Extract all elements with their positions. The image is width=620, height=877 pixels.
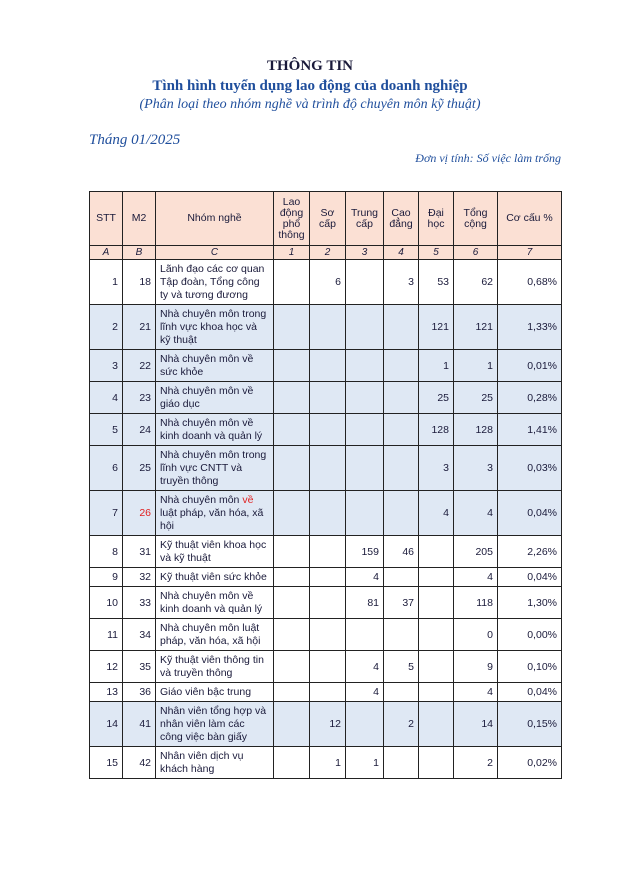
row-trung-cap	[346, 702, 384, 747]
row-cao-dang: 5	[384, 651, 419, 683]
row-trung-cap	[346, 305, 384, 350]
occupation-text: Lãnh đạo các cơ quan Tập đoàn, Tổng công ty và tương đương	[160, 262, 265, 301]
row-tong-cong: 205	[454, 536, 498, 568]
row-occupation	[156, 414, 274, 446]
row-co-cau: 0,15%	[498, 702, 562, 747]
row-cao-dang	[384, 305, 419, 350]
row-tong-cong: 4	[454, 568, 498, 587]
col-header-stt: STT	[90, 192, 123, 246]
row-tong-cong: 4	[454, 683, 498, 702]
letter-cell: B	[123, 246, 156, 260]
occupation-text: Nhà chuyên môn trong lĩnh vực khoa học và kỹ thuật	[160, 307, 267, 346]
recruitment-table	[89, 191, 562, 779]
row-so-cap	[310, 568, 346, 587]
row-trung-cap	[346, 446, 384, 491]
row-so-cap	[310, 683, 346, 702]
col-header-co-cau: Cơ cấu %	[498, 192, 562, 246]
row-lao-dong-pho-thong	[274, 305, 310, 350]
row-m2: 36	[123, 683, 156, 702]
row-occupation	[156, 446, 274, 491]
col-header-m2: M2	[123, 192, 156, 246]
row-stt: 6	[90, 446, 123, 491]
occupation-text: Kỹ thuật viên khoa học và kỹ thuật	[160, 538, 267, 564]
row-m2: 24	[123, 414, 156, 446]
row-occupation	[156, 683, 274, 702]
col-header-cao-dang: Cao đẳng	[384, 192, 419, 246]
row-stt: 8	[90, 536, 123, 568]
col-header-so-cap: Sơ cấp	[310, 192, 346, 246]
row-m2: 41	[123, 702, 156, 747]
letter-cell: 1	[274, 246, 310, 260]
occupation-text: Nhân viên tổng hợp và nhân viên làm các công việc bàn giấy	[160, 704, 267, 743]
row-lao-dong-pho-thong	[274, 350, 310, 382]
row-dai-hoc: 4	[419, 491, 454, 536]
row-trung-cap	[346, 260, 384, 305]
row-occupation	[156, 536, 274, 568]
unit-note: Đơn vị tính: Số việc làm trống	[415, 151, 561, 165]
row-tong-cong: 25	[454, 382, 498, 414]
row-m2: 31	[123, 536, 156, 568]
row-cao-dang: 3	[384, 260, 419, 305]
row-lao-dong-pho-thong	[274, 414, 310, 446]
occupation-text: Nhà chuyên môn luật pháp, văn hóa, xã hội	[160, 621, 261, 647]
row-stt: 12	[90, 651, 123, 683]
row-trung-cap: 4	[346, 568, 384, 587]
row-trung-cap	[346, 491, 384, 536]
row-dai-hoc	[419, 747, 454, 779]
table-row	[90, 747, 562, 779]
table-row	[90, 350, 562, 382]
row-so-cap	[310, 651, 346, 683]
row-trung-cap	[346, 414, 384, 446]
col-header-lao-dong-pho-thong: Lao động phổ thông	[274, 192, 310, 246]
row-lao-dong-pho-thong	[274, 491, 310, 536]
occupation-text: Giáo viên bậc trung	[160, 685, 252, 698]
row-lao-dong-pho-thong	[274, 382, 310, 414]
occupation-text: Nhà chuyên môn về giáo dục	[160, 384, 254, 410]
row-tong-cong: 14	[454, 702, 498, 747]
document-subtitle-note: (Phân loại theo nhóm nghề và trình độ chuyên môn kỹ thuật)	[139, 97, 481, 112]
row-occupation	[156, 491, 274, 536]
table-row	[90, 491, 562, 536]
row-co-cau: 0,10%	[498, 651, 562, 683]
row-lao-dong-pho-thong	[274, 651, 310, 683]
row-stt: 11	[90, 619, 123, 651]
row-m2: 21	[123, 305, 156, 350]
row-co-cau: 0,03%	[498, 446, 562, 491]
row-cao-dang	[384, 350, 419, 382]
table-row	[90, 446, 562, 491]
row-cao-dang	[384, 382, 419, 414]
row-stt: 10	[90, 587, 123, 619]
row-dai-hoc	[419, 683, 454, 702]
row-so-cap	[310, 536, 346, 568]
occupation-text: Nhà chuyên môn về kinh doanh và quản lý	[160, 589, 263, 615]
row-cao-dang	[384, 619, 419, 651]
row-trung-cap	[346, 382, 384, 414]
row-co-cau: 1,30%	[498, 587, 562, 619]
row-stt: 3	[90, 350, 123, 382]
row-so-cap	[310, 587, 346, 619]
row-dai-hoc	[419, 568, 454, 587]
row-cao-dang: 2	[384, 702, 419, 747]
row-co-cau: 0,02%	[498, 747, 562, 779]
row-so-cap	[310, 446, 346, 491]
letter-cell: 7	[498, 246, 562, 260]
row-dai-hoc: 53	[419, 260, 454, 305]
table-row	[90, 414, 562, 446]
occupation-text: Nhà chuyên môn	[160, 493, 243, 506]
table-row	[90, 568, 562, 587]
row-so-cap	[310, 350, 346, 382]
row-so-cap	[310, 491, 346, 536]
occupation-text: luật pháp, văn hóa, xã hội	[160, 506, 264, 532]
occupation-text: Kỹ thuật viên thông tin và truyền thông	[160, 653, 264, 679]
row-dai-hoc	[419, 619, 454, 651]
row-co-cau: 0,28%	[498, 382, 562, 414]
row-so-cap	[310, 414, 346, 446]
row-so-cap	[310, 305, 346, 350]
table-row	[90, 382, 562, 414]
row-so-cap	[310, 619, 346, 651]
row-lao-dong-pho-thong	[274, 587, 310, 619]
row-so-cap	[310, 382, 346, 414]
row-co-cau: 1,33%	[498, 305, 562, 350]
row-tong-cong: 1	[454, 350, 498, 382]
table-row	[90, 536, 562, 568]
row-tong-cong: 2	[454, 747, 498, 779]
table-row	[90, 619, 562, 651]
row-trung-cap: 4	[346, 683, 384, 702]
row-stt: 7	[90, 491, 123, 536]
document-title: THÔNG TIN	[267, 58, 353, 74]
col-header-tong-cong: Tổng cộng	[454, 192, 498, 246]
row-stt: 15	[90, 747, 123, 779]
row-occupation	[156, 587, 274, 619]
row-tong-cong: 62	[454, 260, 498, 305]
row-dai-hoc: 121	[419, 305, 454, 350]
row-cao-dang	[384, 683, 419, 702]
row-m2: 26	[123, 491, 156, 536]
row-m2: 33	[123, 587, 156, 619]
row-occupation	[156, 747, 274, 779]
occupation-text: Nhà chuyên môn trong lĩnh vực CNTT và truyền thông	[160, 448, 267, 487]
row-occupation	[156, 260, 274, 305]
row-m2: 32	[123, 568, 156, 587]
row-trung-cap	[346, 350, 384, 382]
row-lao-dong-pho-thong	[274, 683, 310, 702]
col-header-dai-hoc: Đại học	[419, 192, 454, 246]
row-co-cau: 1,41%	[498, 414, 562, 446]
row-tong-cong: 118	[454, 587, 498, 619]
row-trung-cap	[346, 619, 384, 651]
row-lao-dong-pho-thong	[274, 260, 310, 305]
letter-cell: 5	[419, 246, 454, 260]
letter-cell: 6	[454, 246, 498, 260]
row-co-cau: 0,01%	[498, 350, 562, 382]
header-row	[90, 192, 562, 246]
row-so-cap: 12	[310, 702, 346, 747]
row-m2: 42	[123, 747, 156, 779]
row-lao-dong-pho-thong	[274, 702, 310, 747]
row-dai-hoc	[419, 587, 454, 619]
col-header-trung-cap: Trung cấp	[346, 192, 384, 246]
letter-cell: A	[90, 246, 123, 260]
table-row	[90, 305, 562, 350]
row-so-cap: 1	[310, 747, 346, 779]
row-stt: 4	[90, 382, 123, 414]
table-row	[90, 702, 562, 747]
row-occupation	[156, 382, 274, 414]
row-m2: 35	[123, 651, 156, 683]
letter-cell: 3	[346, 246, 384, 260]
row-co-cau: 0,04%	[498, 491, 562, 536]
row-dai-hoc	[419, 651, 454, 683]
column-letter-row	[90, 246, 562, 260]
row-m2: 22	[123, 350, 156, 382]
row-tong-cong: 0	[454, 619, 498, 651]
table-row	[90, 683, 562, 702]
row-co-cau: 0,04%	[498, 568, 562, 587]
row-m2: 18	[123, 260, 156, 305]
row-lao-dong-pho-thong	[274, 536, 310, 568]
row-occupation	[156, 305, 274, 350]
row-occupation	[156, 350, 274, 382]
row-so-cap: 6	[310, 260, 346, 305]
row-stt: 5	[90, 414, 123, 446]
row-co-cau: 0,04%	[498, 683, 562, 702]
row-trung-cap: 159	[346, 536, 384, 568]
table-row	[90, 587, 562, 619]
row-tong-cong: 9	[454, 651, 498, 683]
col-header-nhom-nghe: Nhóm nghề	[156, 192, 274, 246]
occupation-text: Nhà chuyên môn về kinh doanh và quản lý	[160, 416, 263, 442]
row-lao-dong-pho-thong	[274, 568, 310, 587]
row-tong-cong: 4	[454, 491, 498, 536]
document-subtitle: Tình hình tuyển dụng lao động của doanh nghiệp	[152, 78, 468, 94]
row-occupation	[156, 619, 274, 651]
occupation-text: Nhà chuyên môn về sức khỏe	[160, 352, 254, 378]
row-cao-dang	[384, 568, 419, 587]
row-lao-dong-pho-thong	[274, 619, 310, 651]
occupation-text: Kỹ thuật viên sức khỏe	[160, 570, 267, 583]
row-dai-hoc: 128	[419, 414, 454, 446]
row-occupation	[156, 702, 274, 747]
row-co-cau: 0,68%	[498, 260, 562, 305]
letter-cell: 4	[384, 246, 419, 260]
row-stt: 2	[90, 305, 123, 350]
row-cao-dang	[384, 414, 419, 446]
row-dai-hoc: 25	[419, 382, 454, 414]
row-trung-cap: 81	[346, 587, 384, 619]
row-lao-dong-pho-thong	[274, 747, 310, 779]
row-stt: 9	[90, 568, 123, 587]
letter-cell: 2	[310, 246, 346, 260]
row-cao-dang: 46	[384, 536, 419, 568]
row-tong-cong: 128	[454, 414, 498, 446]
row-cao-dang	[384, 747, 419, 779]
row-trung-cap: 1	[346, 747, 384, 779]
letter-cell: C	[156, 246, 274, 260]
row-m2: 23	[123, 382, 156, 414]
report-month: Tháng 01/2025	[89, 132, 181, 148]
row-cao-dang	[384, 491, 419, 536]
row-co-cau: 0,00%	[498, 619, 562, 651]
table-row	[90, 651, 562, 683]
row-dai-hoc	[419, 702, 454, 747]
row-co-cau: 2,26%	[498, 536, 562, 568]
row-trung-cap: 4	[346, 651, 384, 683]
row-occupation	[156, 651, 274, 683]
occupation-text: Nhân viên dịch vụ khách hàng	[160, 749, 244, 775]
row-dai-hoc: 1	[419, 350, 454, 382]
row-stt: 1	[90, 260, 123, 305]
row-stt: 14	[90, 702, 123, 747]
table-row	[90, 260, 562, 305]
row-tong-cong: 121	[454, 305, 498, 350]
row-dai-hoc: 3	[419, 446, 454, 491]
row-stt: 13	[90, 683, 123, 702]
row-cao-dang: 37	[384, 587, 419, 619]
row-dai-hoc	[419, 536, 454, 568]
occupation-text: về	[242, 493, 254, 506]
row-occupation	[156, 568, 274, 587]
row-lao-dong-pho-thong	[274, 446, 310, 491]
row-cao-dang	[384, 446, 419, 491]
row-m2: 25	[123, 446, 156, 491]
row-tong-cong: 3	[454, 446, 498, 491]
row-m2: 34	[123, 619, 156, 651]
